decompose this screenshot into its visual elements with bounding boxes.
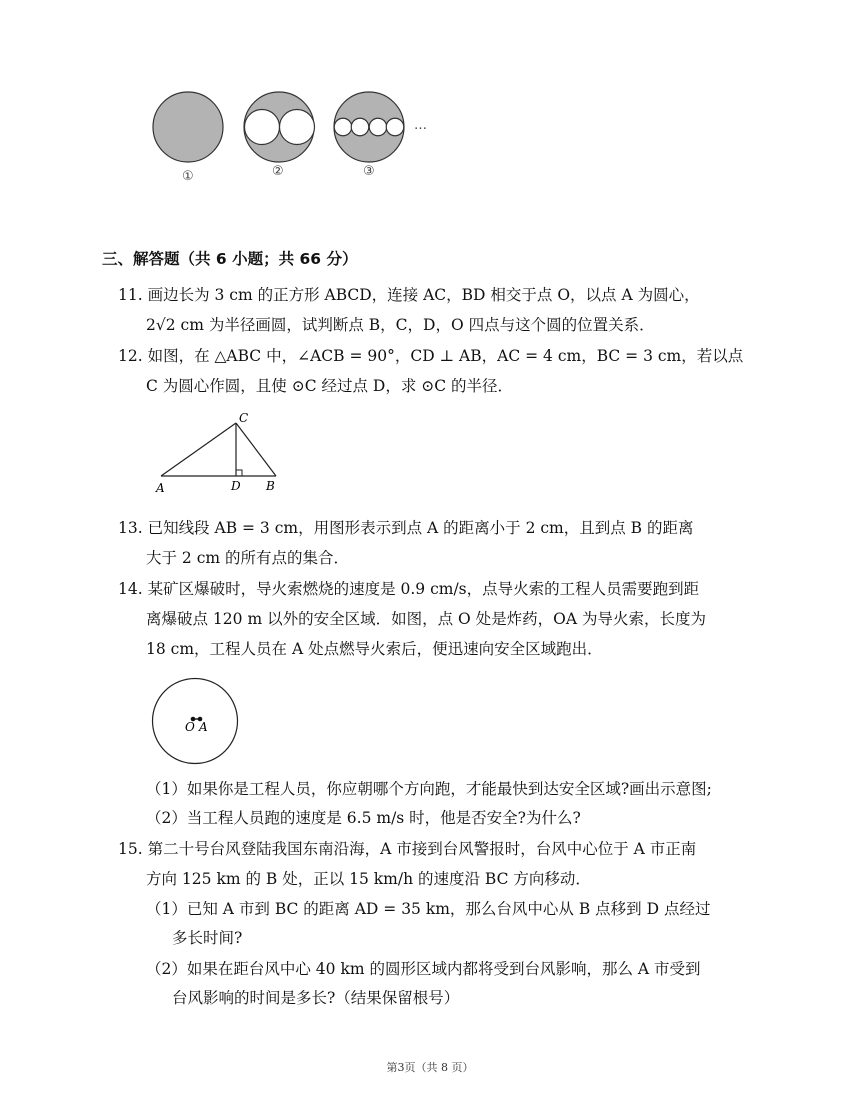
q15-line-2: 方向 125 km 的 B 处，正以 15 km/h 的速度沿 BC 方向移动． [146,870,591,888]
page-footer: 第3页（共 8 页） [386,1061,474,1074]
label-d: D [231,479,241,493]
triangle-figure [150,410,285,495]
circle-caption-2: ② [272,164,284,179]
side-bc [236,423,276,476]
section-title: 三、解答题（共 6 小题；共 66 分） [102,250,358,268]
side-ac [161,423,236,476]
q13-line-2: 大于 2 cm 的所有点的集合． [146,549,350,567]
blast-circle-figure [148,675,243,767]
circle-2-inner-left [245,110,280,145]
q15-line-1: 15. 第二十号台风登陆我国东南沿海，A 市接到台风警报时，台风中心位于 A 市正南 [118,840,697,858]
circle-3-inner-4 [386,118,404,136]
q15-sub-2-line-1: （2）如果在距台风中心 40 km 的圆形区域内都将受到台风影响，那么 A 市受到 [146,960,701,978]
circle-3-inner-3 [369,118,387,136]
q15-sub-1-line-1: （1）已知 A 市到 BC 的距离 AD = 35 km，那么台风中心从 B 点移到 D 点经过 [146,900,711,918]
circle-3-inner-1 [334,118,352,136]
q11-line-2: 2√2 cm 为半径画圆，试判断点 B，C，D，O 四点与这个圆的位置关系． [146,316,655,334]
q11-line-1: 11. 画边长为 3 cm 的正方形 ABCD，连接 AC，BD 相交于点 O，以点 A 为圆心， [118,286,700,304]
ellipsis: … [414,118,427,133]
label-b: B [266,479,275,493]
q13-line-1: 13. 已知线段 AB = 3 cm，用图形表示到点 A 的距离小于 2 cm，且到点 B 的距离 [118,519,694,537]
label-o: O [185,720,195,734]
label-a: A [199,720,208,734]
q14-sub-2: （2）当工程人员跑的速度是 6.5 m/s 时，他是否安全?为什么? [146,809,581,827]
circle-2-inner-right [280,110,315,145]
q15-sub-1-line-2: 多长时间? [172,929,243,947]
q14-sub-1: （1）如果你是工程人员，你应朝哪个方向跑，才能最快到达安全区域?画出示意图; [146,780,712,798]
safety-circle [153,679,238,764]
q12-line-1: 12. 如图，在 △ABC 中，∠ACB = 90°，CD ⊥ AB，AC = 4 cm，BC = 3 cm，若以点 [118,347,744,365]
right-angle-mark [236,470,242,476]
label-a: A [156,481,165,495]
q15-sub-2-line-2: 台风影响的时间是多长?（结果保留根号） [172,989,460,1007]
circle-caption-1: ① [182,169,194,184]
circle-1 [153,92,223,162]
circle-3-inner-2 [351,118,369,136]
q14-line-3: 18 cm，工程人员在 A 处点燃导火索后，便迅速向安全区域跑出． [146,640,603,658]
label-c: C [239,411,249,425]
q14-line-1: 14. 某矿区爆破时，导火索燃烧的速度是 0.9 cm/s，点导火索的工程人员需要跑到距 [118,580,700,598]
circle-caption-3: ③ [363,164,375,179]
q12-line-2: C 为圆心作圆，且使 ⊙C 经过点 D，求 ⊙C 的半径． [146,377,514,395]
q14-line-2: 离爆破点 120 m 以外的安全区域．如图，点 O 处是炸药，OA 为导火索，长度为 [146,610,706,628]
